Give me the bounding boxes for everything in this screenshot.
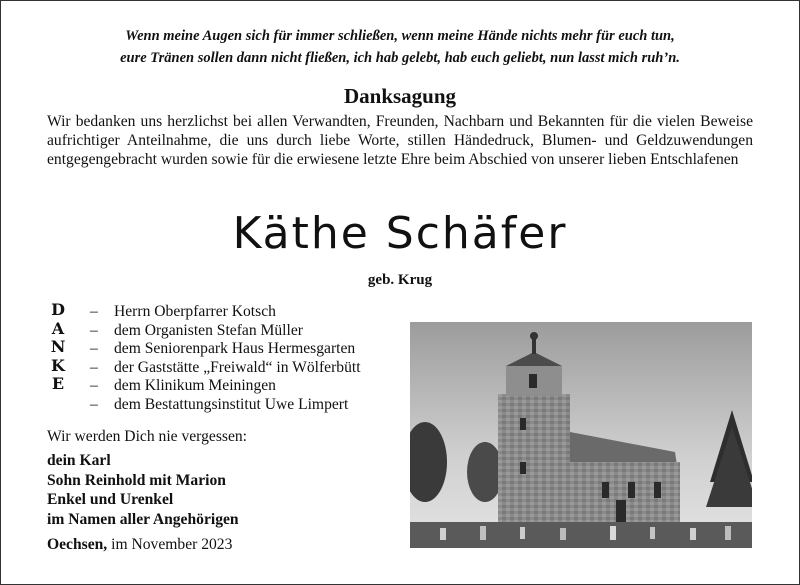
thanks-list [90, 303, 361, 415]
list-item [90, 322, 361, 341]
list-item [90, 359, 361, 378]
dash: – [90, 321, 98, 339]
heading: Danksagung [343, 84, 457, 108]
signer: im Namen aller Angehörigen [47, 510, 239, 528]
list-item-text: dem Klinikum Meiningen [114, 377, 276, 395]
danke-vertical [47, 301, 69, 394]
signer: Enkel und Urenkel [47, 491, 174, 508]
poem-line: Wenn meine Augen sich für immer schließen, wenn meine Hände nichts mehr für euch tun, [125, 28, 675, 44]
dash: – [90, 358, 98, 376]
dash: – [90, 303, 98, 320]
danke-letter: N [50, 337, 66, 357]
list-item [90, 340, 361, 359]
danke-letter: A [51, 318, 65, 338]
signer: dein Karl [47, 452, 111, 469]
dash: – [90, 340, 98, 358]
list-item-text: Herrn Oberpfarrer Kotsch [114, 303, 276, 320]
date: im November 2023 [111, 536, 233, 553]
maiden-name: geb. Krug [367, 272, 433, 288]
church-illustration [410, 322, 752, 548]
list-item-text: dem Organisten Stefan Müller [114, 321, 303, 339]
dash: – [90, 395, 98, 413]
list-item-text: dem Bestattungsinstitut Uwe Limpert [114, 395, 349, 413]
dash: – [90, 377, 98, 395]
signers [47, 451, 239, 529]
list-item [90, 303, 361, 322]
poem-line: eure Tränen sollen dann nicht fließen, ich hab gelebt, hab euch geliebt, nun lasst mich ruh’n. [120, 50, 680, 66]
list-item [90, 396, 361, 415]
list-item-text: dem Seniorenpark Haus Hermesgarten [114, 340, 356, 358]
danke-letter: D [51, 300, 65, 319]
church-photo [410, 322, 752, 548]
list-item [90, 377, 361, 396]
place: Oechsen, [47, 536, 108, 553]
place-date [47, 536, 232, 554]
list-item-text: der Gaststätte „Freiwald“ in Wölferbütt [114, 358, 361, 376]
danke-letter: K [51, 355, 65, 375]
poem [0, 25, 800, 69]
never-forget-line: Wir werden Dich nie vergessen: [47, 428, 248, 445]
deceased-name: Käthe Schäfer [232, 208, 568, 259]
signer: Sohn Reinhold mit Marion [47, 471, 226, 489]
thanks-paragraph: Wir bedanken uns herzlichst bei allen Verwandten, Freunden, Nachbarn und Bekannten für die vielen Beweise aufrichtiger Anteilnahme, die uns durch liebe Worte, stillen Händedruck, Blumen- und Geldzuwendungen entgegengebracht wurden sowie für die erwiesene letzte Ehre beim Abschied von unserer lieben Entschlafenen [47, 113, 753, 168]
danke-letter: E [51, 374, 65, 394]
